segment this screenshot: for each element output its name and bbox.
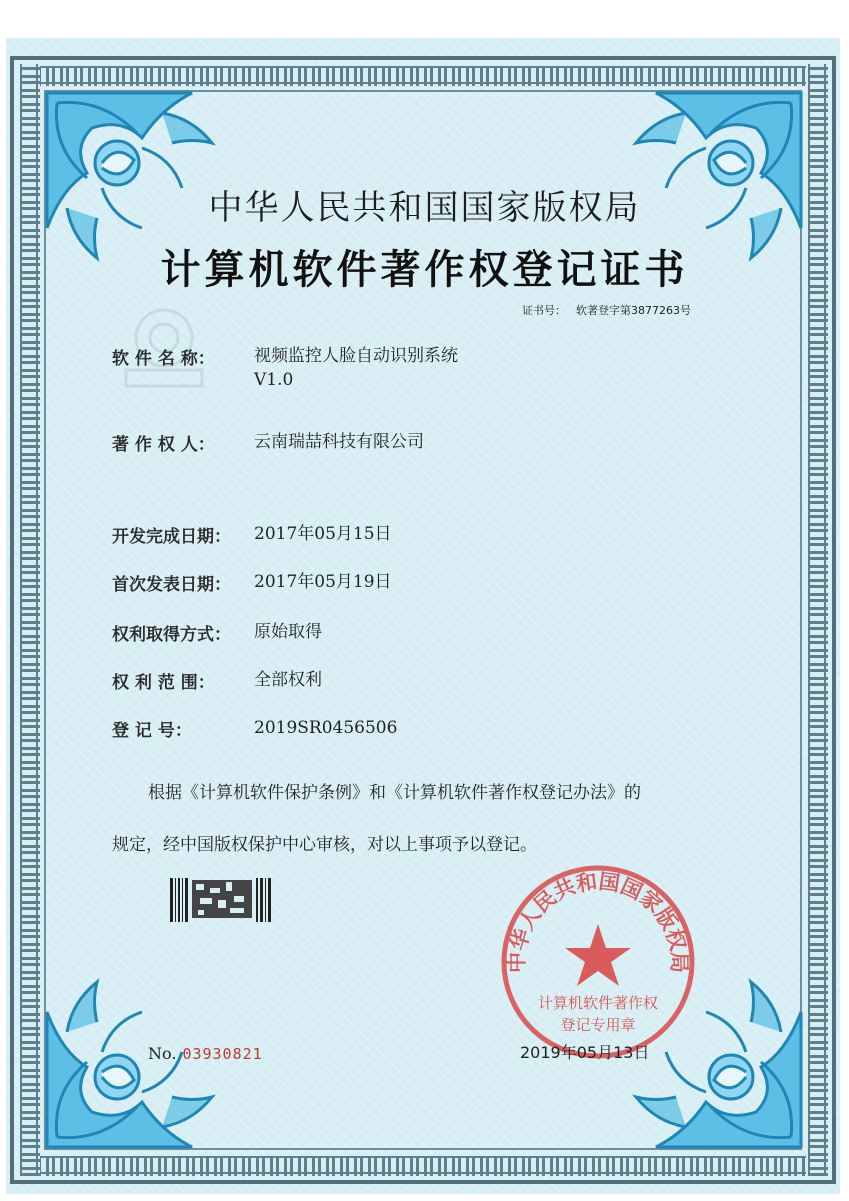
field-copyright-owner	[112, 430, 424, 455]
seal-line-1: 计算机软件著作权	[537, 994, 659, 1012]
field-label: 权利取得方式：	[112, 625, 231, 645]
field-acquisition-method	[112, 620, 322, 645]
field-value	[254, 344, 458, 392]
field-value: 全部权利	[254, 670, 322, 690]
seal-line-2: 登记专用章	[560, 1016, 636, 1034]
field-software-name	[112, 344, 458, 392]
field-completion-date	[112, 522, 392, 547]
certificate-number-label: 证书号：	[522, 304, 566, 317]
field-label: 权 利 范 围：	[112, 673, 215, 693]
serial-label: No.	[148, 1044, 177, 1063]
meander-border-left	[18, 64, 40, 1176]
official-seal	[498, 862, 698, 1062]
serial-value: 03930821	[182, 1045, 263, 1063]
field-label: 著 作 权 人：	[112, 435, 215, 455]
field-publish-date	[112, 570, 392, 595]
serial-number	[148, 1044, 263, 1063]
issuer-heading: 中华人民共和国国家版权局	[208, 188, 641, 228]
meander-border-top	[18, 64, 828, 86]
field-value: 2017年05月19日	[254, 572, 392, 592]
field-value: 2017年05月15日	[254, 524, 392, 544]
field-registration-number	[112, 716, 397, 741]
seal-star-icon	[565, 924, 631, 986]
certificate-title: 计算机软件著作权登记证书	[160, 247, 689, 293]
certificate-number-value: 软著登字第3877263号	[576, 304, 691, 317]
statement-line-1: 根据《计算机软件保护条例》和《计算机软件著作权登记办法》的	[148, 783, 641, 803]
field-label: 开发完成日期：	[112, 527, 231, 547]
meander-border-bottom	[18, 1154, 828, 1176]
seal-ring-text: 中华人民共和国国家版权局	[504, 869, 692, 974]
issue-date: 2019年05月13日	[520, 1043, 650, 1062]
software-name: 视频监控人脸自动识别系统	[254, 346, 458, 366]
certificate-number	[522, 302, 691, 318]
field-label: 首次发表日期：	[112, 575, 231, 595]
field-rights-scope	[112, 668, 322, 693]
barcode-icon	[170, 878, 274, 922]
field-label: 登 记 号：	[112, 721, 192, 741]
field-label: 软 件 名 称：	[112, 349, 215, 369]
field-value: 云南瑞喆科技有限公司	[254, 432, 424, 452]
field-value: 2019SR0456506	[254, 718, 398, 738]
field-value: 原始取得	[254, 622, 322, 642]
software-version: V1.0	[254, 370, 294, 390]
meander-border-right	[806, 64, 828, 1176]
statement-line-2: 规定，经中国版权保护中心审核，对以上事项予以登记。	[112, 835, 537, 855]
